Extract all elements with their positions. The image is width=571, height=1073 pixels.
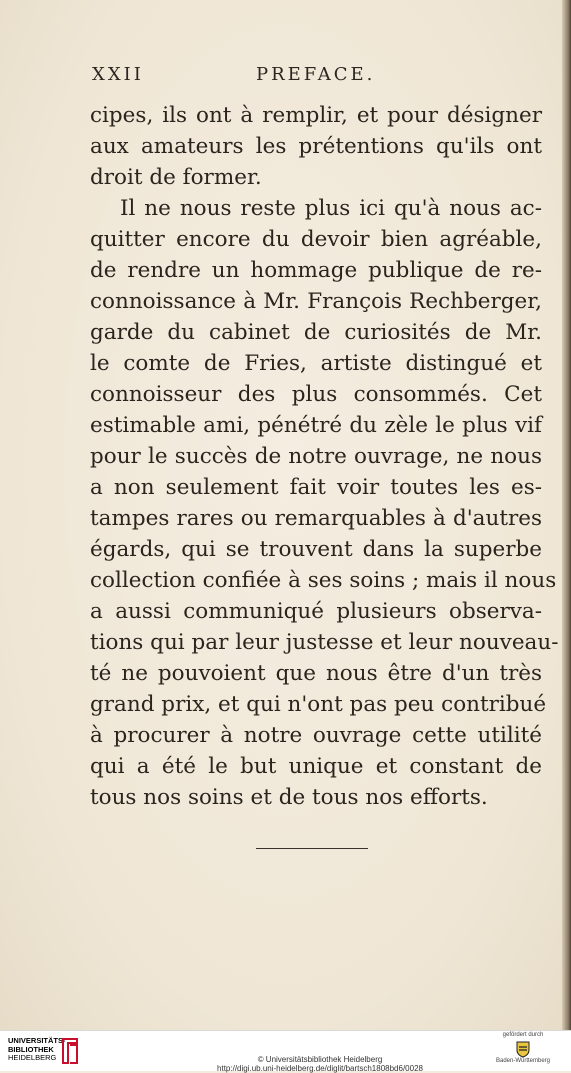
page-number: XXII (92, 64, 144, 85)
text-line: collection confiée à ses soins ; mais il nous (90, 568, 557, 593)
text-line: tions qui par leur justesse et leur nouveau- (90, 630, 559, 655)
text-line: aux amateurs les prétentions qu'ils ont (90, 134, 542, 159)
text-line: a non seulement fait voir toutes les es- (90, 475, 542, 500)
body-text (90, 100, 559, 813)
text-line: égards, qui se trouvent dans la superbe (90, 537, 542, 562)
source-url[interactable]: http://digi.ub.uni-heidelberg.de/diglit/bartsch1808bd6/0028 (217, 1064, 423, 1073)
running-title: PREFACE. (256, 64, 376, 85)
footer-bar (0, 1030, 571, 1071)
page-gutter-shadow (562, 0, 571, 1030)
page-header (92, 64, 542, 92)
copyright-text: © Universitätsbibliothek Heidelberg (257, 1055, 383, 1064)
text-line: grand prix, et qui n'ont pas peu contribué (90, 692, 547, 717)
text-line: a aussi communiqué plusieurs observa- (90, 599, 542, 624)
sponsor-block (493, 1032, 553, 1065)
text-line: qui a été le but unique et constant de (90, 754, 542, 779)
text-line: connoissance à Mr. François Rechberger, (90, 289, 542, 314)
credit-text (140, 1033, 500, 1073)
text-line: le comte de Fries, artiste distingué et (90, 351, 542, 376)
text-line: tous nos soins et de tous nos efforts. (90, 785, 488, 810)
text-line: droit de former. (90, 165, 262, 190)
text-line: tampes rares ou remarquables à d'autres (90, 506, 542, 531)
text-line: cipes, ils ont à remplir, et pour désigner (90, 103, 542, 128)
funder-name: Baden-Württemberg (495, 1058, 551, 1064)
text-line: de rendre un hommage publique de re- (90, 258, 542, 283)
coat-of-arms-icon (515, 1040, 531, 1058)
text-line: Il ne nous reste plus ici qu'à nous ac- (120, 196, 542, 221)
section-end-rule (256, 848, 368, 849)
text-line: pour le succès de notre ouvrage, ne nous (90, 444, 542, 469)
text-line: connoisseur des plus consommés. Cet (90, 382, 542, 407)
text-line: quitter encore du devoir bien agréable, (90, 227, 542, 252)
text-line: garde du cabinet de curiosités de Mr. (90, 320, 542, 345)
library-logo-icon (60, 1036, 80, 1066)
text-line: estimable ami, pénétré du zèle le plus vif (90, 413, 542, 438)
library-name: UNIVERSITÄTS- BIBLIOTHEK HEIDELBERG (8, 1036, 66, 1062)
text-line: à procurer à notre ouvrage cette utilité (90, 723, 542, 748)
text-line: té ne pouvoient que nous être d'un très (90, 661, 542, 686)
funded-by-label: gefördert durch (502, 1032, 544, 1038)
